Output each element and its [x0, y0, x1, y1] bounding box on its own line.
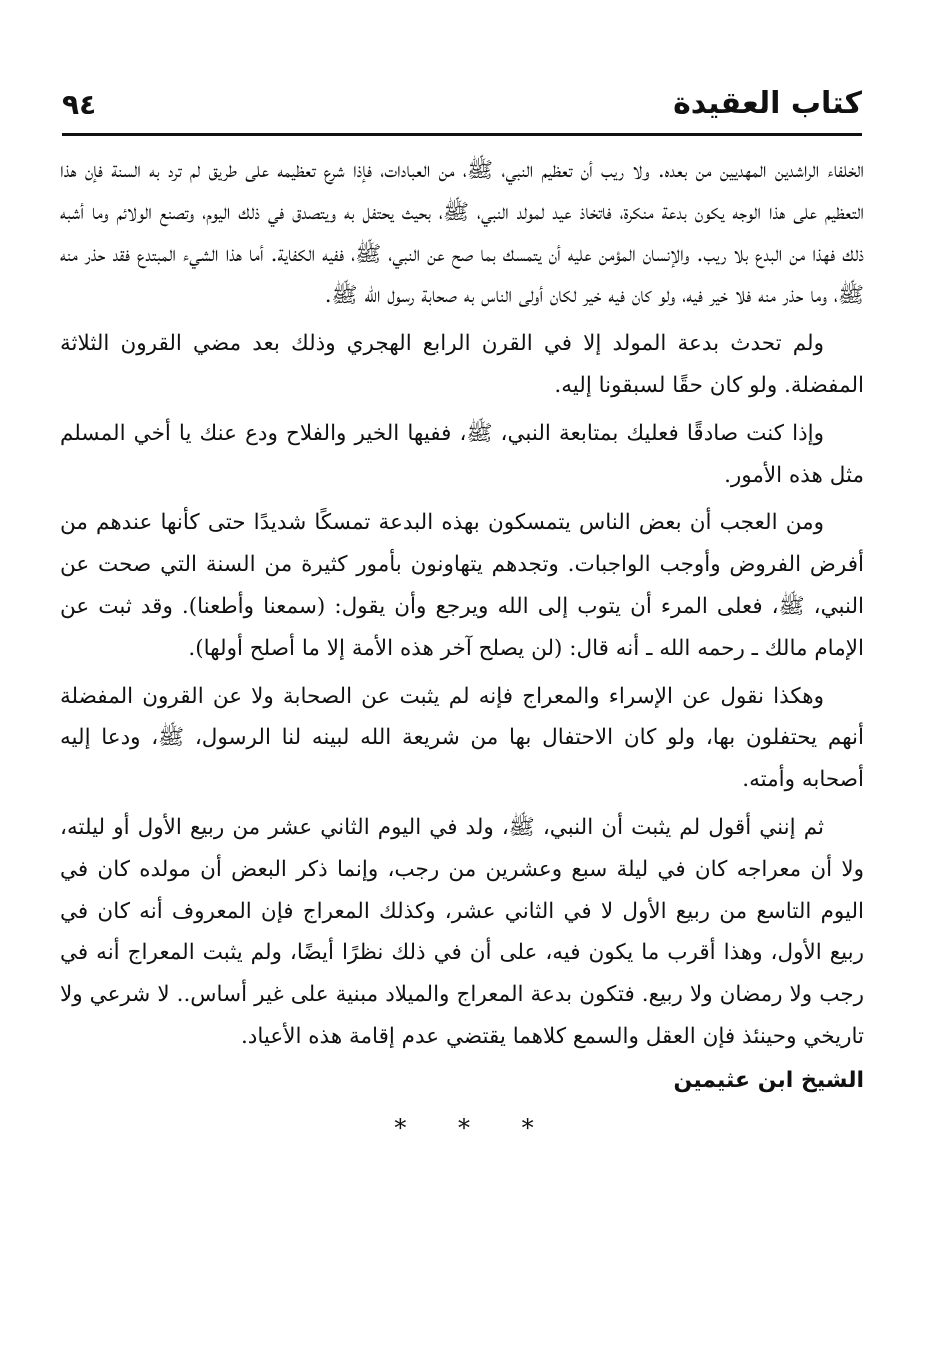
book-title: كتاب العقيدة [673, 86, 862, 121]
page-number: ٩٤ [62, 88, 97, 121]
page-body [60, 150, 864, 1064]
paragraph-4: ومن العجب أن بعض الناس يتمسكون بهذه البدعة تمسكًا شديدًا حتى كأنها عندهم من أفرض الفروض وأوجب الواجبات. وتجدهم يتهاونون بأمور كثيرة من السنة التي صحت عن النبي، ﷺ، فعلى المرء أن يتوب إلى الله ويرجع وأن يقول: (سمعنا وأطعنا). وقد ثبت عن الإمام مالك ـ رحمه الله ـ أنه قال: (لن يصلح آخر هذه الأمة إلا ما أصلح أولها). [60, 510, 864, 661]
header-divider [62, 133, 862, 136]
paragraph-5: وهكذا نقول عن الإسراء والمعراج فإنه لم يثبت عن الصحابة ولا عن القرون المفضلة أنهم يحتفلون بها، ولو كان الاحتفال بها من شريعة الله لبينه لنا الرسول، ﷺ، ودعا إليه أصحابه وأمته. [60, 683, 864, 793]
author-signature: الشيخ ابن عثيمين [673, 1068, 864, 1093]
page-header [62, 80, 862, 136]
paragraph-6: ثم إنني أقول لم يثبت أن النبي، ﷺ، ولد في اليوم الثاني عشر من ربيع الأول أو ليلته، ولا أن معراجه كان في ليلة سبع وعشرين من رجب، وإنما ذكر البعض أن مولده كان في اليوم التاسع من ربيع الأول لا في الثاني عشر، وكذلك المعراج فإن المعروف أنه كان في ربيع الأول، وهذا أقرب ما يكون فيه، على أن في ذلك نظرًا أيضًا، ولم يثبت المعراج أنه في رجب ولا رمضان ولا ربيع. فتكون بدعة المعراج والميلاد مبنية على غير أساس.. لا شرعي ولا تاريخي وحينئذ فإن العقل والسمع كلاهما يقتضي عدم إقامة هذه الأعياد. [60, 814, 864, 1049]
paragraph-1: الخلفاء الراشدين المهديين من بعده. ولا ريب أن تعظيم النبي، ﷺ، من العبادات، فإذا شرع تعظيمه على طريق لم ترد به السنة فإن هذا التعظيم على هذا الوجه يكون بدعة منكرة، فاتخاذ عيد لمولد النبي، ﷺ، بحيث يحتفل به ويتصدق في ذلك اليوم، وتصنع الولائم وما أشبه ذلك فهذا من البدع بلا ريب. والإنسان المؤمن عليه أن يتمسك بما صح عن النبي، ﷺ، ففيه الكفاية. أما هذا الشيء المبتدع فقد حذر منه ﷺ، وما حذر منه فلا خير فيه، ولو كان فيه خير لكان أولى الناس به صحابة رسول الله ﷺ. [60, 158, 864, 309]
paragraph-2: ولم تحدث بدعة المولد إلا في القرن الرابع الهجري وذلك بعد مضي القرون الثلاثة المفضلة. ولو كان حقًا لسبقونا إليه. [60, 331, 864, 398]
section-separator: * * * [394, 1114, 556, 1142]
paragraph-3: وإذا كنت صادقًا فعليك بمتابعة النبي، ﷺ، ففيها الخير والفلاح ودع عنك يا أخي المسلم مثل هذه الأمور. [60, 420, 864, 488]
